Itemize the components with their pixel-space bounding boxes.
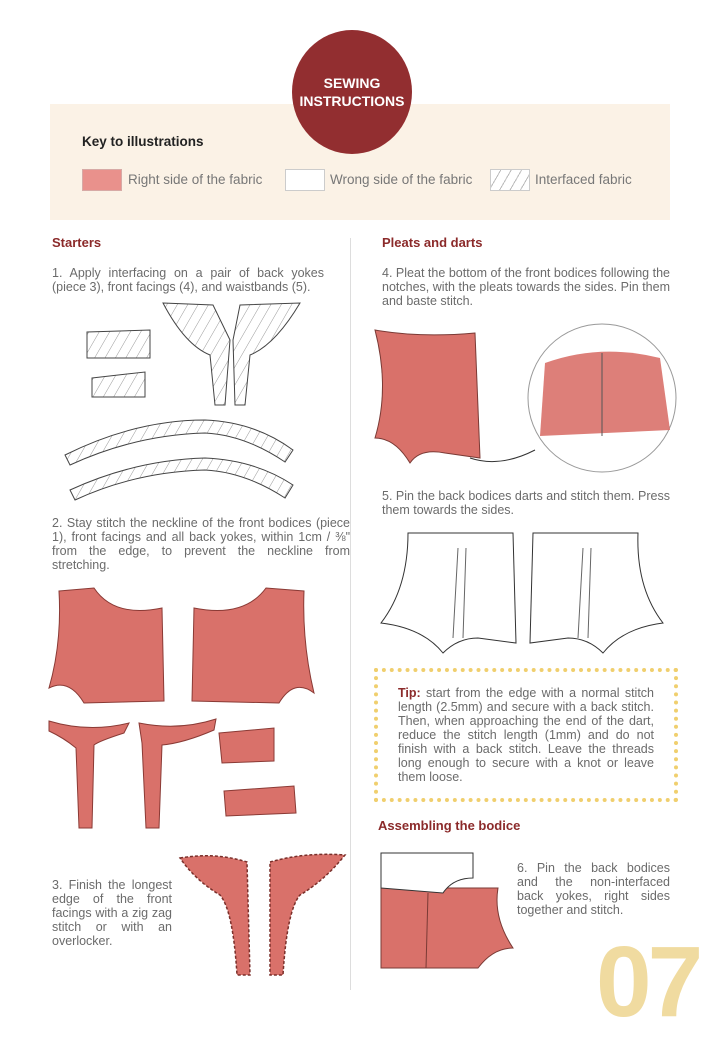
tip-text	[398, 686, 654, 784]
key-label-wrong-side: Wrong side of the fabric	[330, 172, 473, 187]
darts-illustration	[378, 528, 678, 658]
key-label-interfaced: Interfaced fabric	[535, 172, 632, 187]
key-label-right-side: Right side of the fabric	[128, 172, 263, 187]
pleats-darts-heading: Pleats and darts	[382, 235, 483, 250]
starters-heading: Starters	[52, 235, 102, 250]
assembling-illustration	[378, 848, 518, 973]
tip-label: Tip:	[398, 686, 421, 700]
assembling-heading: Assembling the bodice	[378, 818, 521, 833]
stay-stitched-pieces-illustration	[44, 583, 344, 848]
wrong-side-swatch	[285, 169, 325, 191]
step-1-text: 1. Apply interfacing on a pair of back yokes (piece 3), front facings (4), and waistbands (5).	[52, 266, 324, 294]
page-number: 07	[596, 926, 700, 1038]
step-4-text: 4. Pleat the bottom of the front bodices following the notches, with the pleats towards the sides. Pin them and baste stitch.	[382, 266, 670, 308]
section-badge	[292, 30, 412, 154]
interfaced-swatch	[490, 169, 530, 191]
key-title: Key to illustrations	[82, 134, 204, 149]
step-5-text: 5. Pin the back bodices darts and stitch them. Press them towards the sides.	[382, 489, 670, 517]
right-side-swatch	[82, 169, 122, 191]
tip-body: start from the edge with a normal stitch length (2.5mm) and secure with a back stitch. Then, when approaching the end of the dart, reduce the stitch length (1mm) and do not finish with a back stitch. Leave the threads long enough to secure with a knot or leave them loose.	[398, 686, 654, 784]
finished-facings-illustration	[175, 850, 350, 980]
column-divider	[350, 238, 351, 990]
step-2-text: 2. Stay stitch the neckline of the front bodices (piece 1), front facings and all back yokes, within 1cm / ⅜" from the edge, to prevent the neckline from stretching.	[52, 516, 350, 572]
step-6-text: 6. Pin the back bodices and the non-interfaced back yokes, right sides together and stitch.	[517, 861, 670, 917]
pleat-illustration	[370, 318, 685, 478]
badge-line2: INSTRUCTIONS	[299, 93, 405, 109]
step-3-text: 3. Finish the longest edge of the front facings with a zig zag stitch or with an overlocker.	[52, 878, 172, 948]
interfaced-pieces-illustration	[55, 300, 345, 505]
badge-line1: SEWING	[323, 75, 381, 91]
